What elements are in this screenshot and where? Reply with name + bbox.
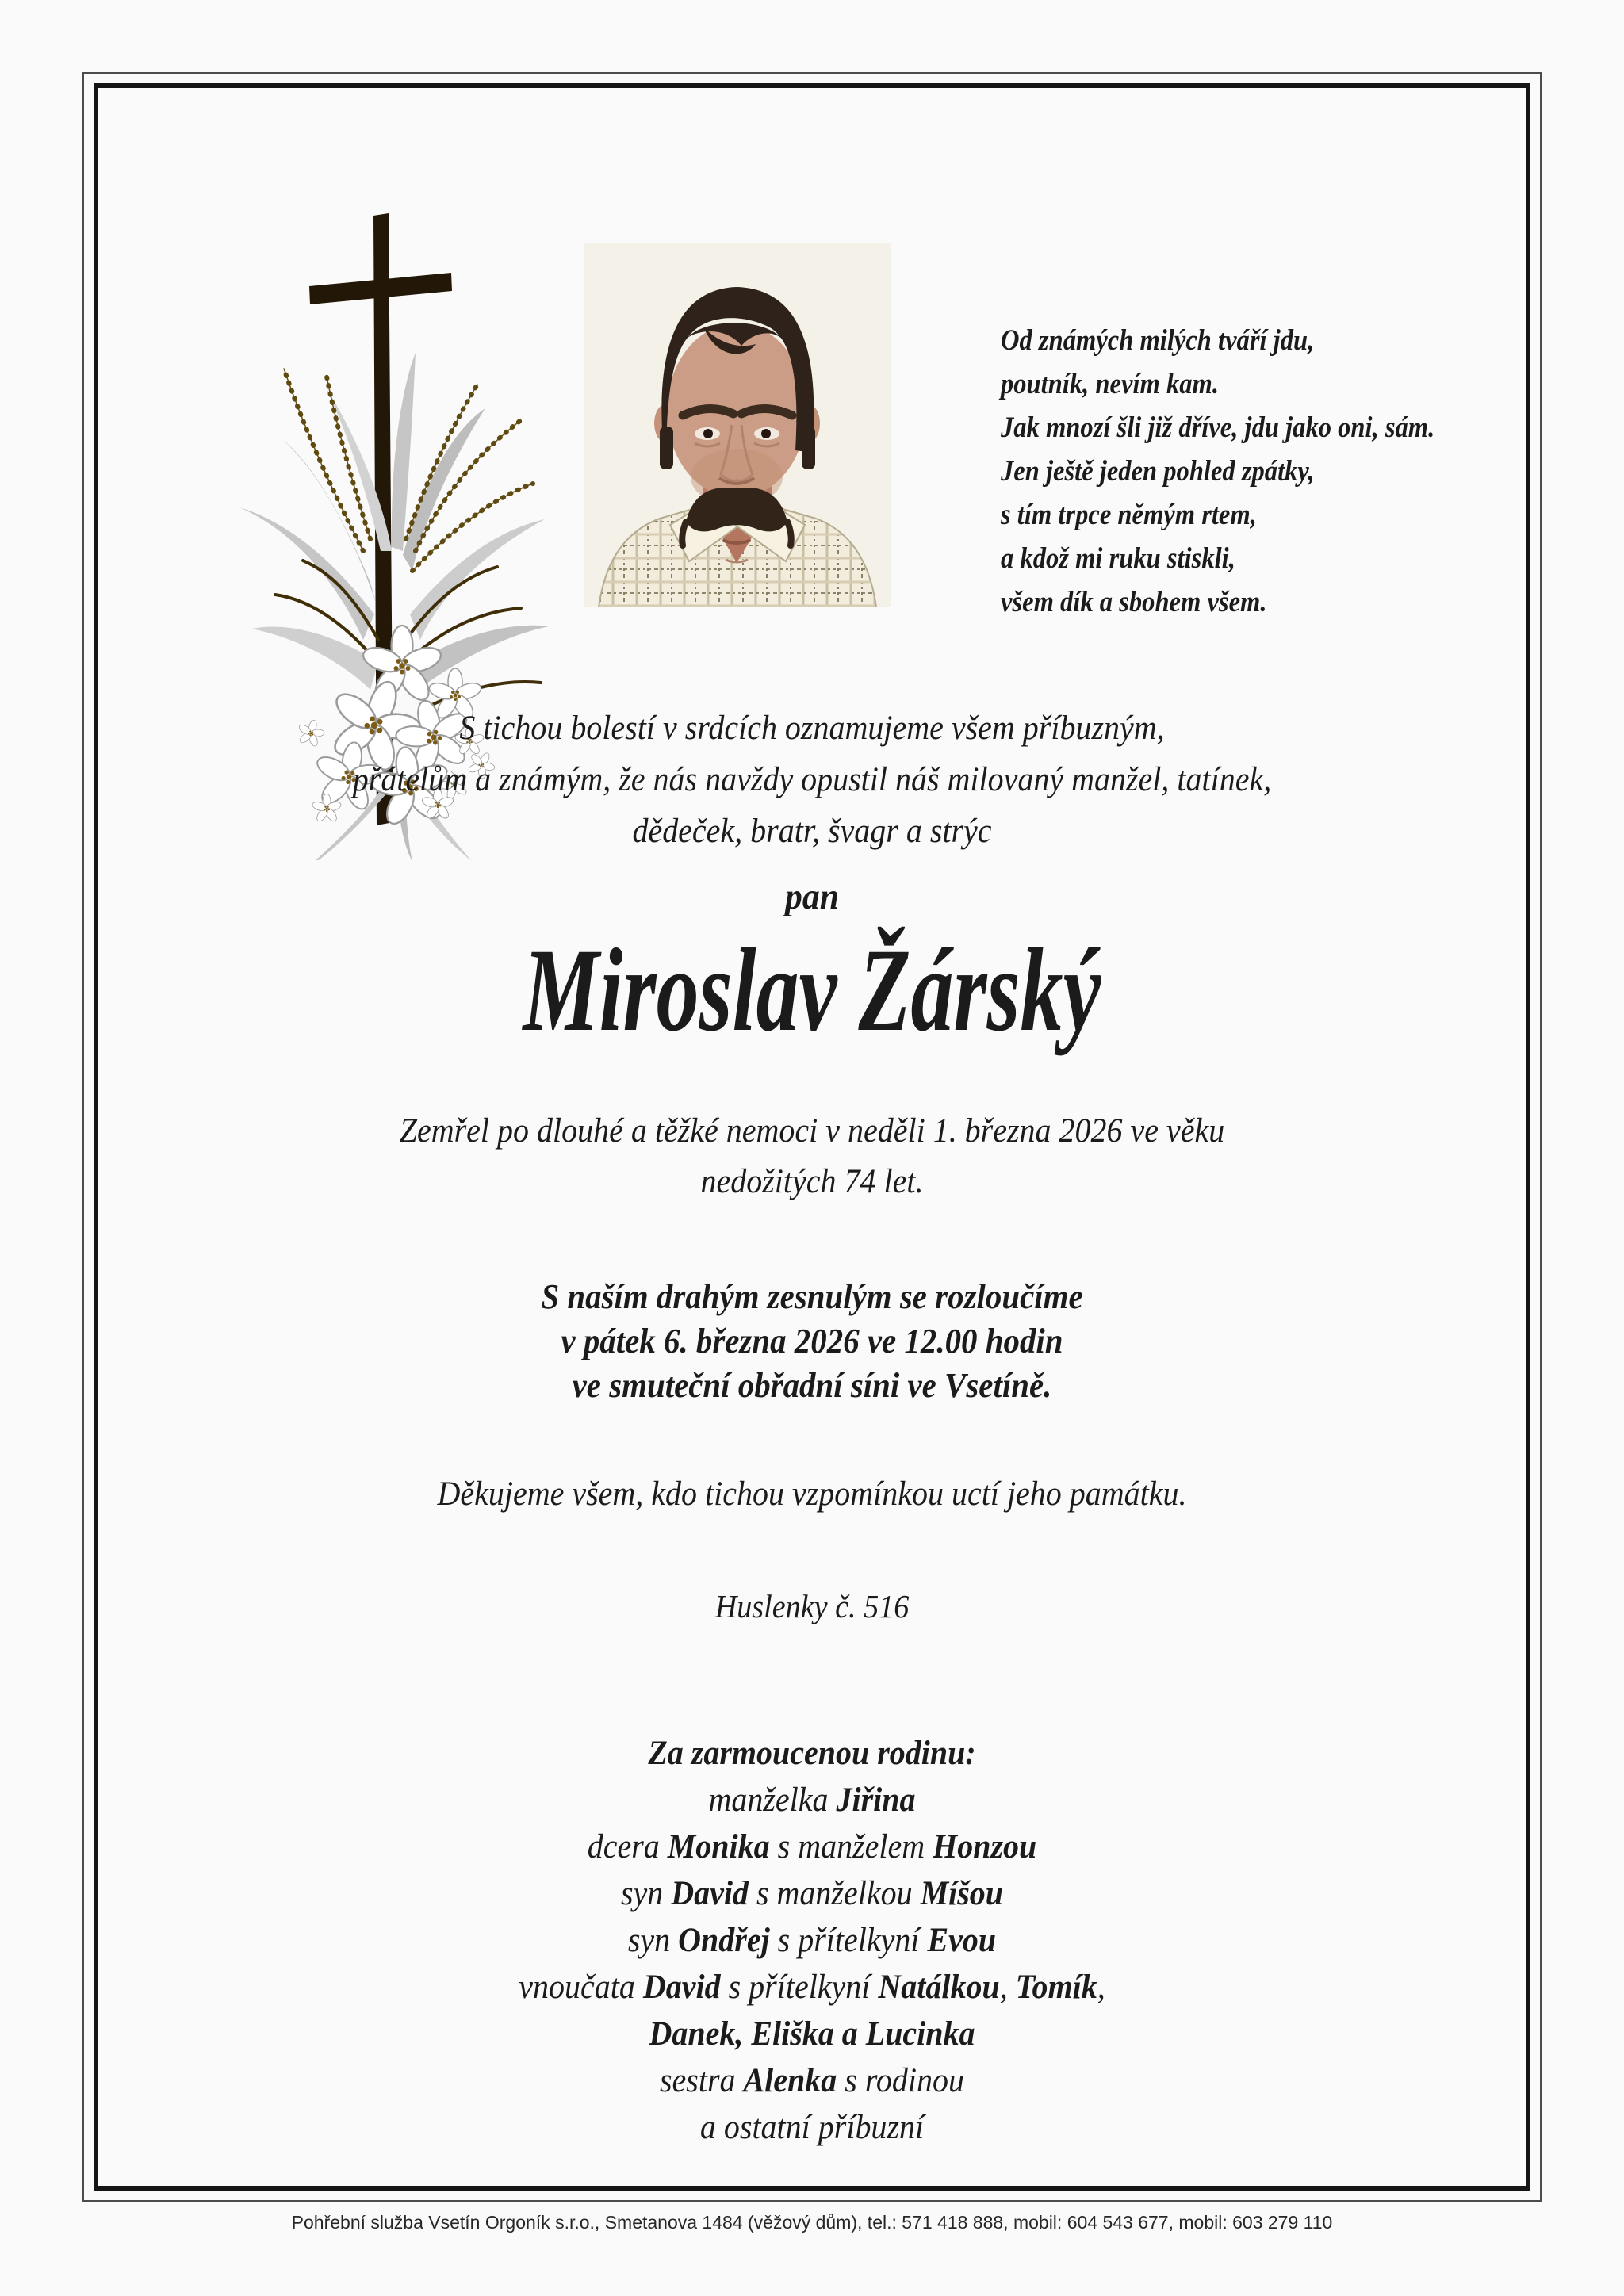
- family-relation-text: s přítelkyní: [769, 1922, 928, 1959]
- announcement-line: S tichou bolestí v srdcích oznamujeme všem příbuzným,: [459, 710, 1165, 747]
- family-member-name: Tomík: [1015, 1969, 1097, 2006]
- poem-line: všem dík a sbohem všem.: [1001, 586, 1267, 618]
- death-notice-line: Zemřel po dlouhé a těžké nemoci v neděli 1. března 2026 ve věku: [399, 1112, 1225, 1150]
- family-relation-text: a ostatní příbuzní: [699, 2109, 925, 2146]
- family-line: [148, 1870, 1476, 1917]
- honorific: pan: [784, 876, 840, 917]
- farewell-line: v pátek 6. března 2026 ve 12.00 hodin: [561, 1322, 1063, 1360]
- memorial-poem: [1001, 319, 1434, 624]
- thanks-line: Děkujeme všem, kdo tichou vzpomínkou uctí jeho památku.: [437, 1475, 1187, 1513]
- family-line: [148, 2011, 1476, 2057]
- family-relation-text: vnoučata: [519, 1969, 643, 2006]
- poem-line: Jak mnozí šli již dříve, jdu jako oni, sám.: [1001, 411, 1435, 444]
- family-member-name: Natálkou: [878, 1969, 1000, 2006]
- announcement-text: [148, 702, 1476, 857]
- family-member-name: Monika: [667, 1828, 770, 1866]
- family-member-name: Míšou: [920, 1875, 1004, 1912]
- announcement-line: dědeček, bratr, švagr a strýc: [632, 813, 992, 850]
- family-member-name: Alenka: [743, 2062, 837, 2099]
- family-line: [148, 2104, 1476, 2151]
- poem-line: Jen ještě jeden pohled zpátky,: [1001, 455, 1315, 488]
- family-relation-text: dcera: [587, 1828, 668, 1866]
- family-relation-text: s manželkou: [748, 1875, 921, 1912]
- family-line: [148, 1777, 1476, 1823]
- announcement-line: přátelům a známým, že nás navždy opustil náš milovaný manžel, tatínek,: [352, 761, 1272, 798]
- poem-line: a kdož mi ruku stiskli,: [1001, 542, 1235, 575]
- family-relation-text: syn: [627, 1922, 679, 1959]
- family-relation-text: s rodinou: [837, 2062, 965, 2099]
- family-list: [148, 1730, 1476, 2151]
- family-relation-text: s manželem: [769, 1828, 933, 1866]
- poem-line: Od známých milých tváří jdu,: [1001, 324, 1315, 357]
- family-relation-text: manželka: [708, 1781, 837, 1819]
- family-relation-text: s přítelkyní: [720, 1969, 879, 2006]
- death-notice: [148, 1106, 1476, 1207]
- farewell-line: ve smuteční obřadní síni ve Vsetíně.: [572, 1366, 1052, 1405]
- family-lines: [148, 1777, 1476, 2151]
- deceased-portrait-photo: [584, 243, 891, 607]
- family-line: [148, 1917, 1476, 1964]
- family-member-name: Ondřej: [678, 1922, 770, 1959]
- family-relation-text: ,: [999, 1969, 1016, 2006]
- family-member-name: David: [642, 1969, 721, 2006]
- family-member-name: Danek, Eliška a Lucinka: [649, 2015, 975, 2053]
- family-line: [148, 1823, 1476, 1870]
- family-member-name: Evou: [927, 1922, 997, 1959]
- family-member-name: Honzou: [933, 1828, 1037, 1866]
- family-line: [148, 2057, 1476, 2104]
- family-relation-text: sestra: [659, 2062, 744, 2099]
- farewell-details: [148, 1275, 1476, 1408]
- poem-line: s tím trpce němým rtem,: [1001, 499, 1257, 531]
- family-heading: Za zarmoucenou rodinu:: [648, 1735, 976, 1772]
- farewell-line: S naším drahým zesnulým se rozloučíme: [541, 1277, 1083, 1316]
- family-relation-text: ,: [1097, 1969, 1105, 2006]
- family-relation-text: syn: [620, 1875, 672, 1912]
- deceased-name: Miroslav Žárský: [523, 924, 1101, 1056]
- poem-line: poutník, nevím kam.: [1001, 368, 1219, 400]
- family-line: [148, 1964, 1476, 2011]
- death-notice-line: nedožitých 74 let.: [700, 1163, 924, 1200]
- family-member-name: David: [671, 1875, 749, 1912]
- funeral-home-footer: Pohřební služba Vsetín Orgoník s.r.o., Smetanova 1484 (věžový dům), tel.: 571 418 888, mobil: 604 543 677, mobil: 603 279 110: [291, 2212, 1333, 2233]
- family-member-name: Jiřina: [836, 1781, 916, 1819]
- address-line: Huslenky č. 516: [714, 1588, 910, 1624]
